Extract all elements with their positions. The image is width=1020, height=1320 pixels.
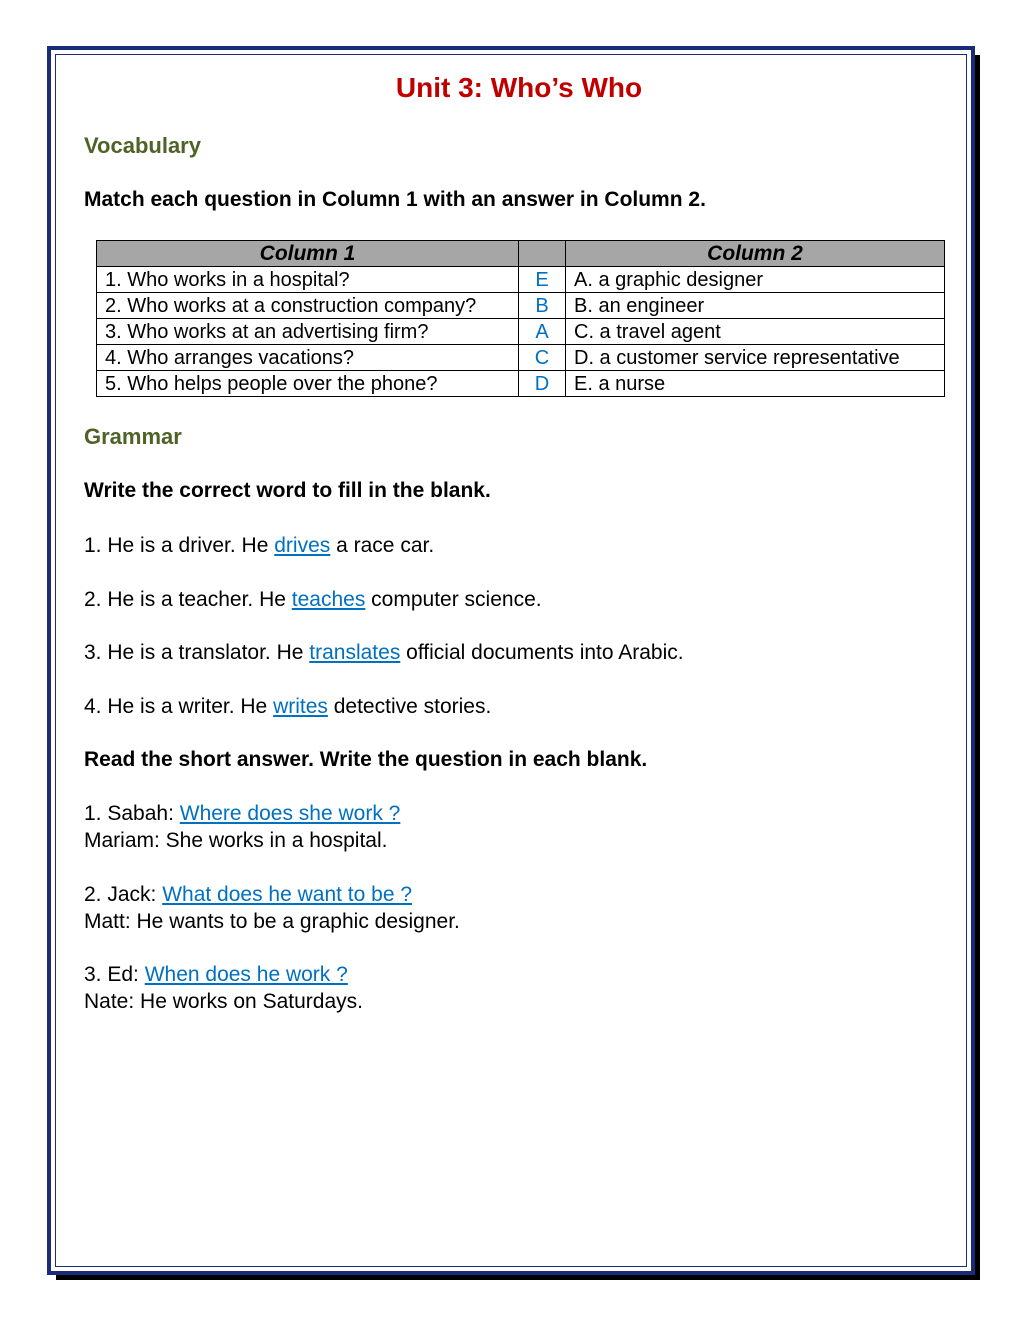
- answer-cell: B. an engineer: [566, 293, 945, 319]
- dialog-reply: Matt: He wants to be a graphic designer.: [84, 910, 460, 933]
- answer-cell: C. a travel agent: [566, 319, 945, 345]
- dialog-question-line: [84, 800, 400, 827]
- fill-item: [84, 586, 542, 613]
- dialog-speaker: 3. Ed:: [84, 963, 145, 986]
- answer-key-cell[interactable]: C: [519, 345, 566, 371]
- fill-item: [84, 532, 434, 559]
- dialog-question-answer[interactable]: What does he want to be ?: [162, 883, 413, 906]
- matching-table: [96, 240, 945, 397]
- answer-cell: A. a graphic designer: [566, 267, 945, 293]
- fill-item-after: a race car.: [330, 534, 435, 557]
- dialog-speaker: 2. Jack:: [84, 883, 163, 906]
- grammar-heading: Grammar: [84, 424, 182, 449]
- vocabulary-heading: Vocabulary: [84, 133, 201, 158]
- table-header-row: [97, 241, 945, 267]
- question-cell: 4. Who arranges vacations?: [97, 345, 519, 371]
- dialog-speaker: 1. Sabah:: [84, 802, 180, 825]
- key-column-header: [519, 241, 566, 267]
- column-2-header: Column 2: [566, 241, 945, 267]
- question-cell: 3. Who works at an advertising firm?: [97, 319, 519, 345]
- fill-answer[interactable]: drives: [274, 534, 331, 557]
- fill-answer[interactable]: teaches: [291, 588, 366, 611]
- dialog-question-answer[interactable]: Where does she work ?: [179, 802, 401, 825]
- fill-item: [84, 639, 684, 666]
- question-cell: 2. Who works at a construction company?: [97, 293, 519, 319]
- answer-cell: E. a nurse: [566, 371, 945, 397]
- table-row: [97, 319, 945, 345]
- grammar-instruction-question: Read the short answer. Write the question in each blank.: [84, 748, 648, 771]
- fill-item-before: 2. He is a teacher. He: [84, 588, 292, 611]
- fill-item-after: detective stories.: [327, 695, 492, 718]
- fill-item-before: 3. He is a translator. He: [84, 641, 310, 664]
- fill-answer[interactable]: translates: [309, 641, 401, 664]
- dialog-question-line: [84, 961, 348, 988]
- dialog-question-answer[interactable]: When does he work ?: [144, 963, 348, 986]
- column-1-header: Column 1: [97, 241, 519, 267]
- answer-cell: D. a customer service representative: [566, 345, 945, 371]
- vocabulary-instruction: Match each question in Column 1 with an answer in Column 2.: [84, 188, 706, 211]
- fill-item-before: 4. He is a writer. He: [84, 695, 274, 718]
- fill-item: [84, 693, 491, 720]
- table-row: [97, 293, 945, 319]
- dialog-reply: Nate: He works on Saturdays.: [84, 990, 363, 1013]
- table-row: [97, 371, 945, 397]
- question-cell: 5. Who helps people over the phone?: [97, 371, 519, 397]
- answer-key-cell[interactable]: E: [519, 267, 566, 293]
- table-row: [97, 345, 945, 371]
- page-title: Unit 3: Who’s Who: [395, 72, 643, 103]
- answer-key-cell[interactable]: A: [519, 319, 566, 345]
- answer-key-cell[interactable]: D: [519, 371, 566, 397]
- fill-item-before: 1. He is a driver. He: [84, 534, 275, 557]
- question-cell: 1. Who works in a hospital?: [97, 267, 519, 293]
- fill-item-after: computer science.: [365, 588, 542, 611]
- grammar-instruction-fill: Write the correct word to fill in the blank.: [84, 479, 491, 502]
- table-row: [97, 267, 945, 293]
- fill-item-after: official documents into Arabic.: [400, 641, 684, 664]
- dialog-reply: Mariam: She works in a hospital.: [84, 829, 388, 852]
- fill-answer[interactable]: writes: [273, 695, 328, 718]
- dialog-question-line: [84, 881, 412, 908]
- answer-key-cell[interactable]: B: [519, 293, 566, 319]
